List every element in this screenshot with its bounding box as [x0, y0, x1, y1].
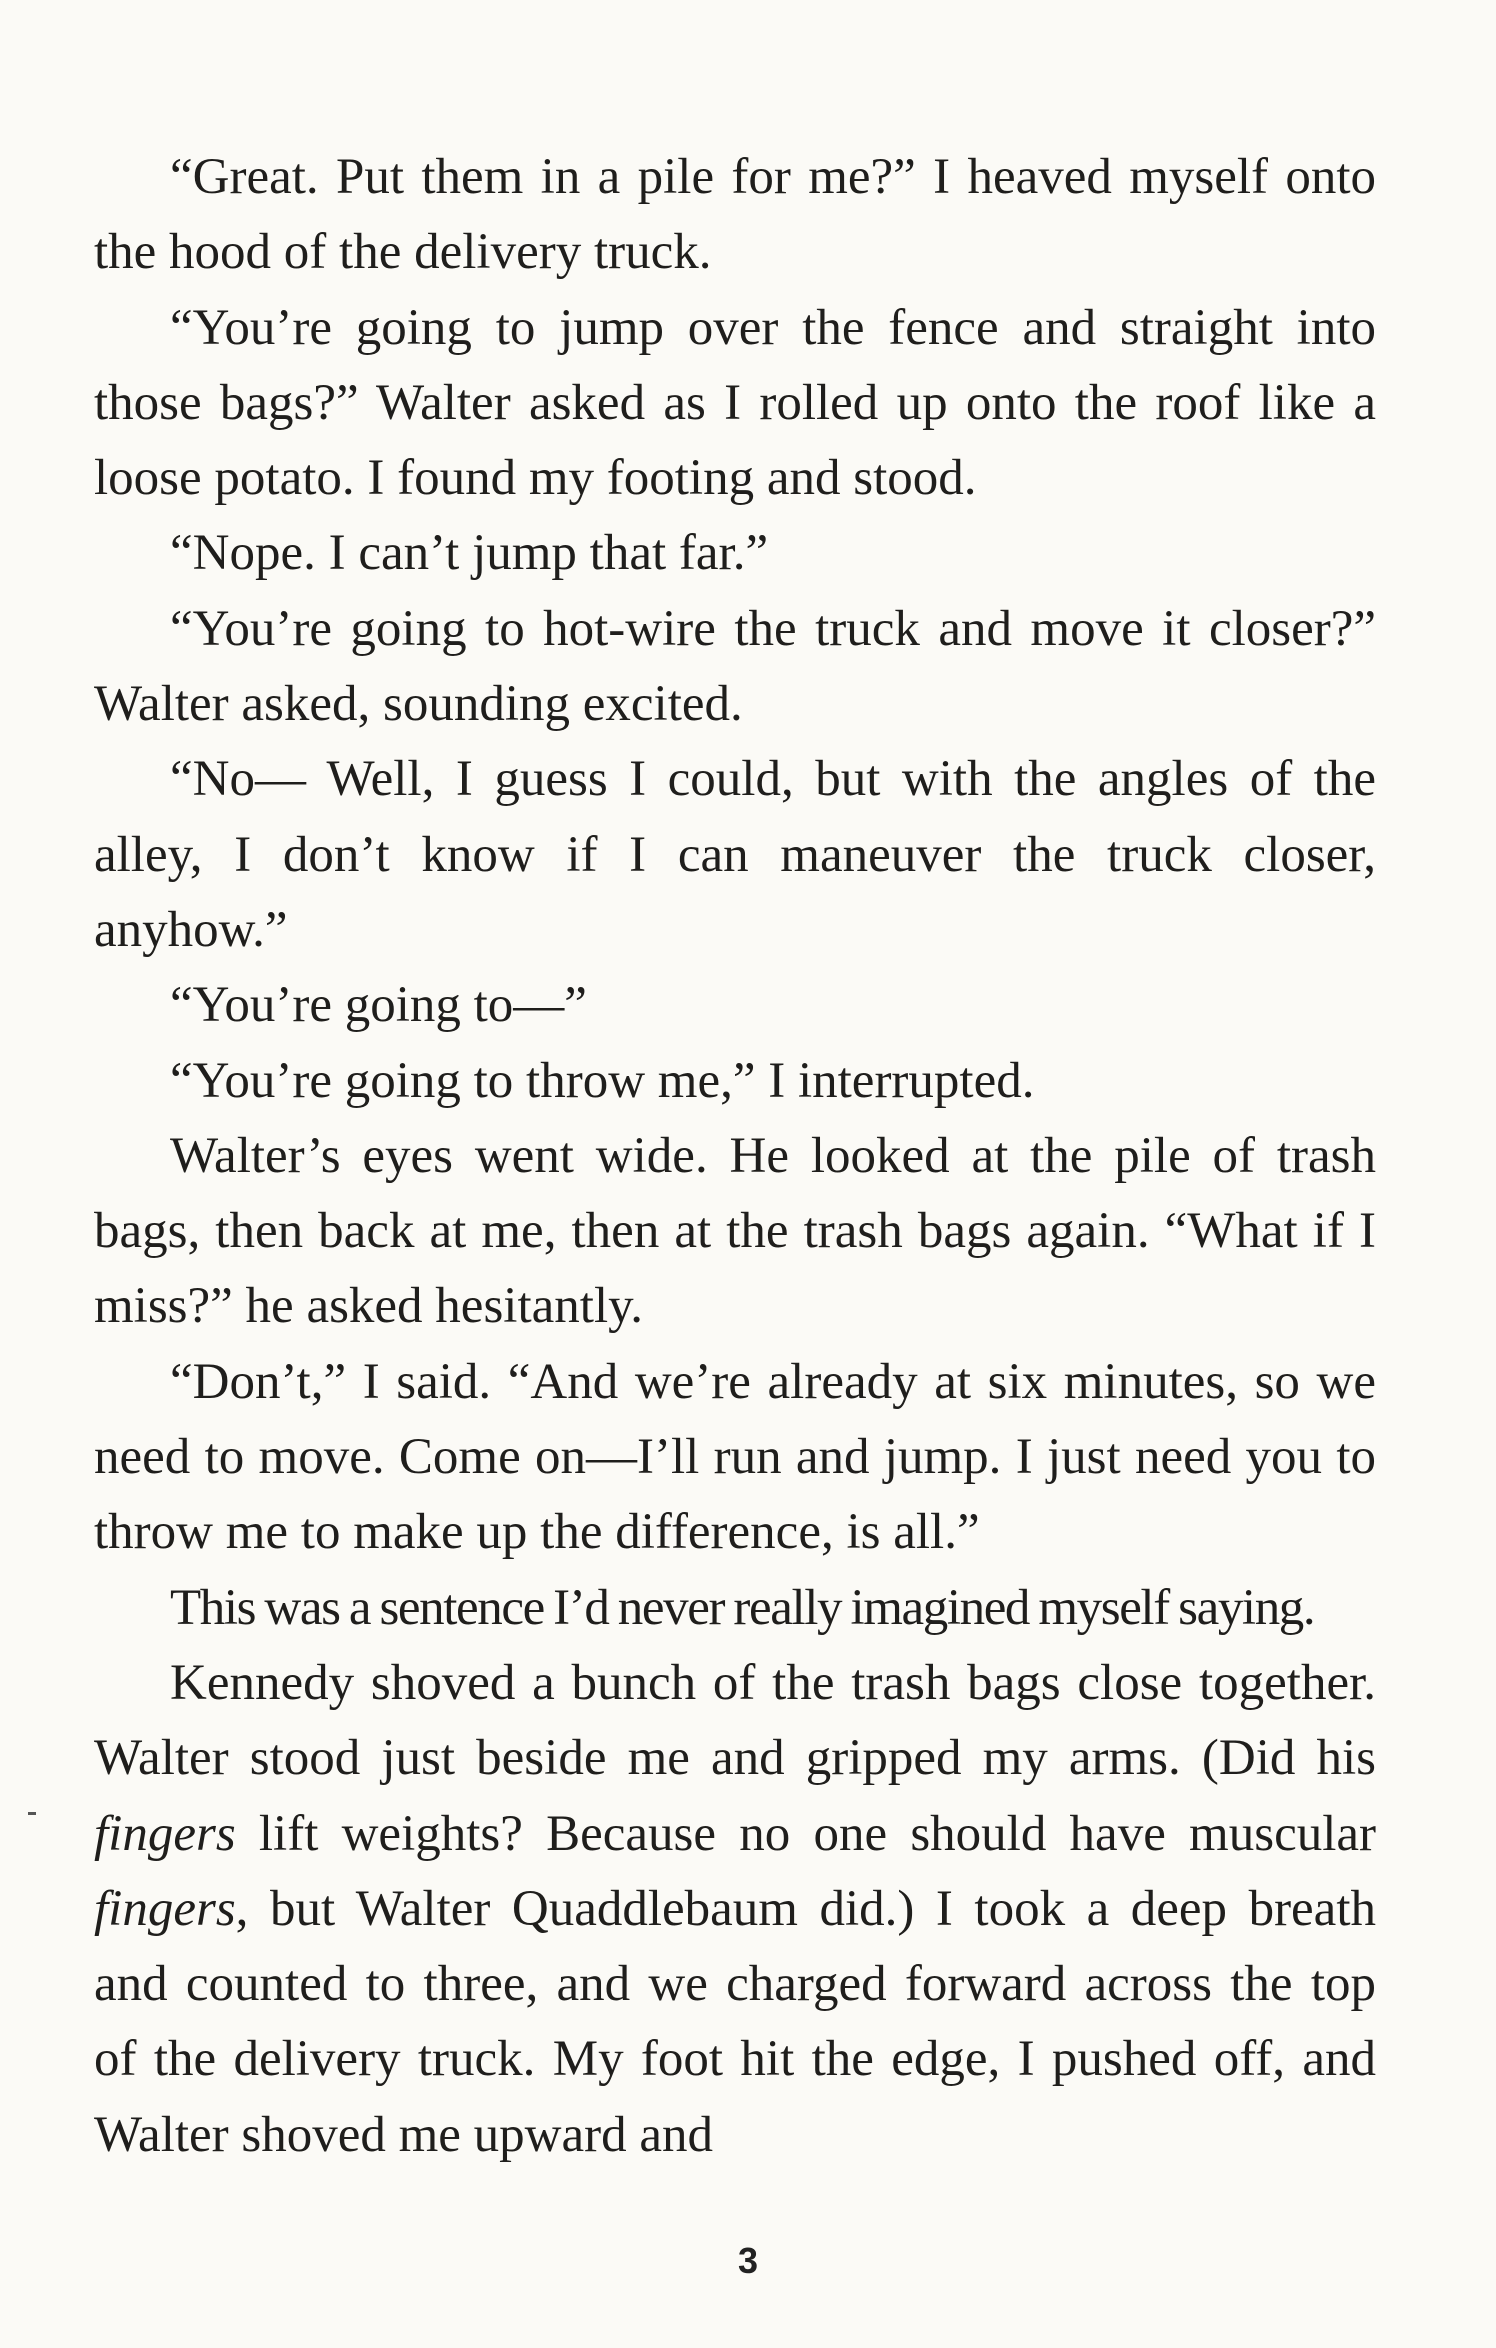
page-number: 3: [737, 2240, 759, 2281]
paragraph-11-emphasis-2: fingers: [94, 1880, 236, 1937]
paragraph-2: “You’re going to jump over the fence and straight into those bags?” Walter asked as I rolled up onto the roof like a loose potato. I found my footing and stood.: [94, 299, 1376, 507]
paragraph-4: “You’re going to hot-wire the truck and move it closer?” Walter asked, sounding excited.: [94, 600, 1376, 733]
paragraph-9: “Don’t,” I said. “And we’re already at six minutes, so we need to move. Come on—I’ll run and jump. I just need you to throw me to make up the difference, is all.”: [94, 1353, 1376, 1561]
body-text: [94, 140, 1376, 2173]
paragraph-1: “Great. Put them in a pile for me?” I heaved myself onto the hood of the delivery truck.: [94, 149, 1376, 281]
paragraph-3: “Nope. I can’t jump that far.”: [170, 525, 769, 582]
margin-mark: [28, 1812, 36, 1815]
paragraph-11-part-3: , but Walter Quaddlebaum did.) I took a deep breath and counted to three, and we charged forward across the top of the delivery truck. My foot hit the edge, I pushed off, and Walter shoved me upward and: [94, 1880, 1376, 2163]
paragraph-8: Walter’s eyes went wide. He looked at the pile of trash bags, then back at me, then at the trash bags again. “What if I miss?” he asked hesitantly.: [94, 1127, 1376, 1335]
paragraph-11-part-1: Kennedy shoved a bunch of the trash bags close together. Walter stood just beside me and gripped my arms. (Did his: [94, 1654, 1376, 1787]
paragraph-7: “You’re going to throw me,” I interrupted.: [170, 1052, 1035, 1109]
paragraph-6: “You’re going to—”: [170, 977, 587, 1034]
paragraph-11: [94, 1646, 1376, 2173]
paragraph-11-part-2: lift weights? Because no one should have muscular: [235, 1805, 1376, 1862]
paragraph-11-emphasis-1: fingers: [94, 1805, 236, 1862]
paragraph-5: “No— Well, I guess I could, but with the angles of the alley, I don’t know if I can maneuver the truck closer, anyhow.”: [94, 751, 1376, 958]
paragraph-10: This was a sentence I’d never really imagined myself saying.: [170, 1579, 1315, 1636]
